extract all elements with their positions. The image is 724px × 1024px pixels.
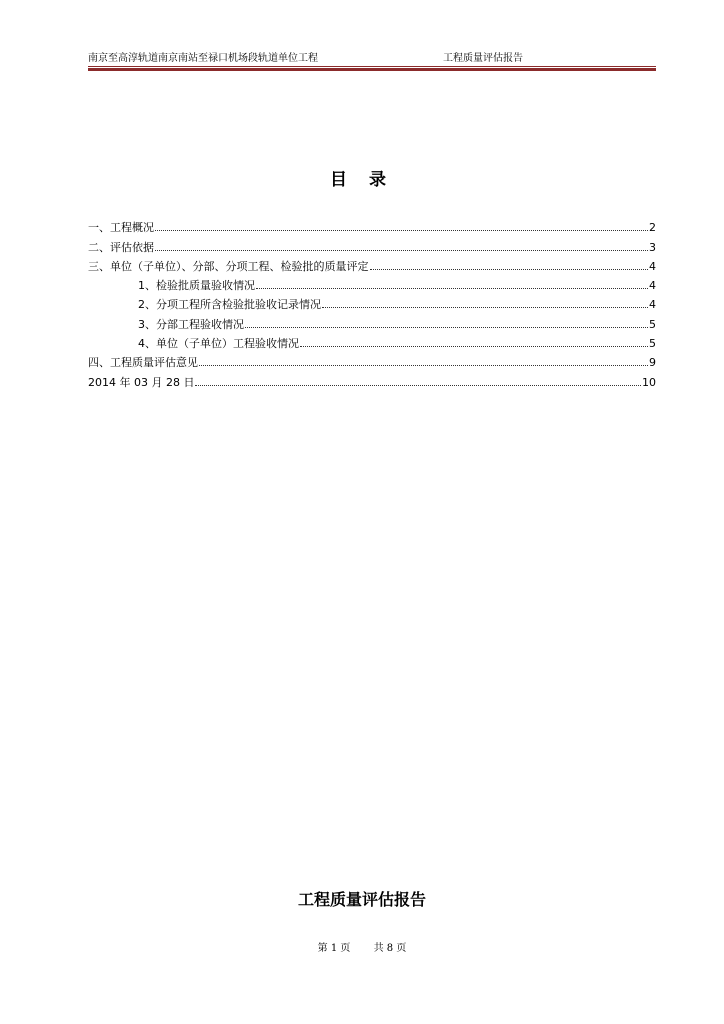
toc-dot-leader [322,307,648,308]
toc-entry-page: 4 [649,279,656,293]
toc-subentry[interactable] [88,273,656,292]
toc-entry[interactable] [88,234,656,253]
toc-dot-leader [195,385,641,386]
footer-page-number: 第 1 页 [317,943,351,954]
table-of-contents [88,215,656,389]
toc-entry-page: 4 [649,259,656,273]
toc-entry-label: 一、工程概况 [88,221,154,235]
toc-dot-leader [256,288,648,289]
toc-entry[interactable] [88,215,656,234]
toc-dot-leader [370,269,649,270]
toc-dot-leader [300,346,648,347]
toc-entry[interactable] [88,254,656,273]
toc-title: 目 录 [330,170,394,190]
toc-entry-label: 二、评估依据 [88,240,154,254]
toc-entry-page: 5 [649,337,656,351]
toc-entry-label: 四、工程质量评估意见 [88,356,198,370]
toc-entry-label: 2014 年 03 月 28 日 [88,375,195,389]
toc-entry-label: 3、分部工程验收情况 [138,317,244,331]
page-footer [0,939,724,954]
toc-entry[interactable] [88,350,656,369]
toc-entry-page: 4 [649,298,656,312]
toc-entry-page: 9 [649,356,656,370]
toc-dot-leader [245,327,648,328]
toc-dot-leader [155,250,648,251]
footer-page-total: 共 8 页 [373,943,407,954]
toc-subentry[interactable] [88,311,656,330]
toc-entry-page: 3 [649,240,656,254]
toc-entry-label: 三、单位（子单位）、分部、分项工程、检验批的质量评定 [88,259,369,273]
toc-entry-label: 2、分项工程所含检验批验收记录情况 [138,298,321,312]
toc-subentry[interactable] [88,331,656,350]
header-rule-thin [88,66,656,67]
header-report-name: 工程质量评估报告 [443,53,523,64]
toc-entry-label: 1、检验批质量验收情况 [138,279,255,293]
toc-entry-label: 4、单位（子单位）工程验收情况 [138,337,299,351]
toc-entry-page: 2 [649,221,656,235]
toc-dot-leader [199,365,648,366]
toc-entry-page: 5 [649,317,656,331]
toc-entry-page: 10 [642,375,656,389]
header-rule-thick [88,68,656,71]
header-project-name: 南京至高淳轨道南京南站至禄口机场段轨道单位工程 [88,53,318,64]
toc-subentry[interactable] [88,292,656,311]
toc-dot-leader [155,230,648,231]
report-title: 工程质量评估报告 [297,890,426,909]
toc-entry[interactable] [88,369,656,388]
